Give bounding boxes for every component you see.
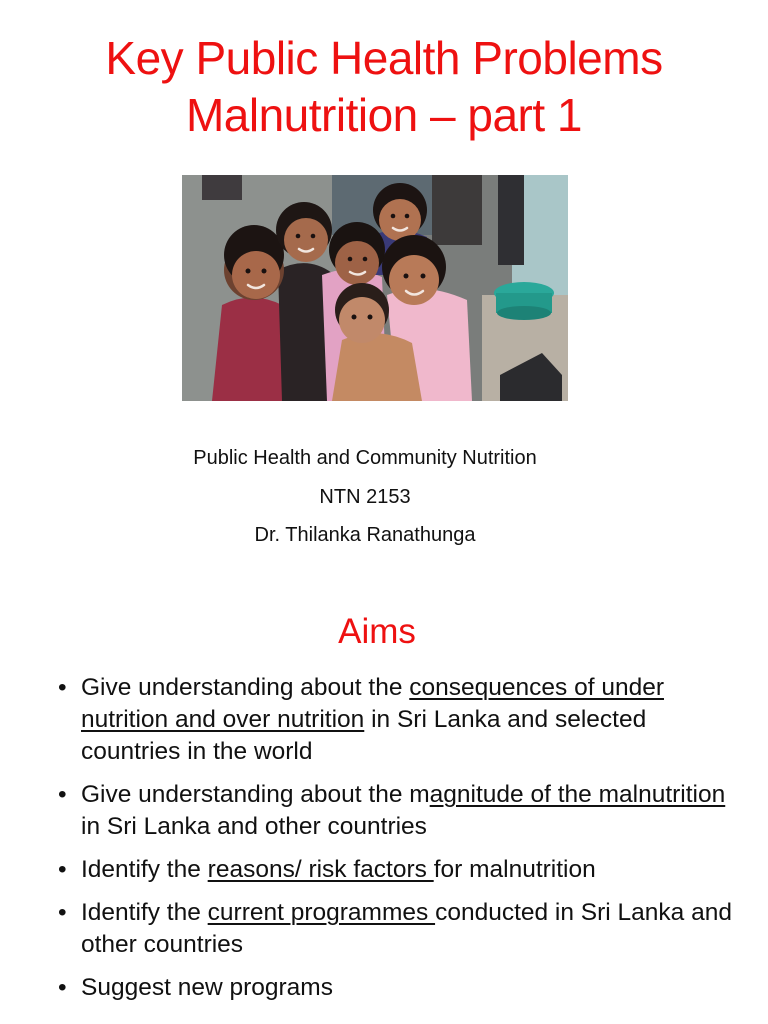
children-group-photo xyxy=(182,175,568,401)
list-item xyxy=(58,854,748,886)
aim-text: Suggest new programs xyxy=(81,974,333,1001)
bullet-point: • xyxy=(58,974,67,1001)
bullet-point: • xyxy=(58,899,67,926)
aim-text: Give understanding about the xyxy=(81,674,410,701)
aim-text: conducted in Sri Lanka and other countries xyxy=(81,899,732,958)
aim-text: in Sri Lanka and selected countries in the world xyxy=(81,706,647,765)
aim-underlined-text: current programmes xyxy=(207,899,436,926)
aim-text: Give understanding about the m xyxy=(81,781,430,808)
title-line-1: Key Public Health Problems xyxy=(105,32,663,84)
list-item xyxy=(58,779,748,843)
photo-illustration xyxy=(182,175,568,401)
course-code: NTN 2153 xyxy=(319,485,411,508)
aim-underlined-text: agnitude of the malnutrition xyxy=(429,781,726,808)
aim-text: Identify the xyxy=(81,899,208,926)
aim-text: Identify the xyxy=(81,856,208,883)
title-line-2: Malnutrition – part 1 xyxy=(185,89,583,141)
list-item xyxy=(58,897,748,961)
aims-heading: Aims xyxy=(338,612,416,651)
author-name: Dr. Thilanka Ranathunga xyxy=(254,524,476,546)
slide-title xyxy=(0,30,768,144)
aim-underlined-text: consequences of under nutrition and over nutrition xyxy=(81,674,664,733)
aim-text: in Sri Lanka and other countries xyxy=(81,813,427,840)
course-name: Public Health and Community Nutrition xyxy=(193,447,537,469)
list-item xyxy=(58,672,748,768)
bullet-point: • xyxy=(58,856,67,883)
aim-text: for malnutrition xyxy=(433,856,596,883)
aim-underlined-text: reasons/ risk factors xyxy=(207,856,434,883)
bullet-point: • xyxy=(58,674,67,701)
subtitle-block xyxy=(0,439,730,555)
bullet-point: • xyxy=(58,781,67,808)
aims-list xyxy=(58,672,748,1015)
list-item xyxy=(58,972,748,1004)
